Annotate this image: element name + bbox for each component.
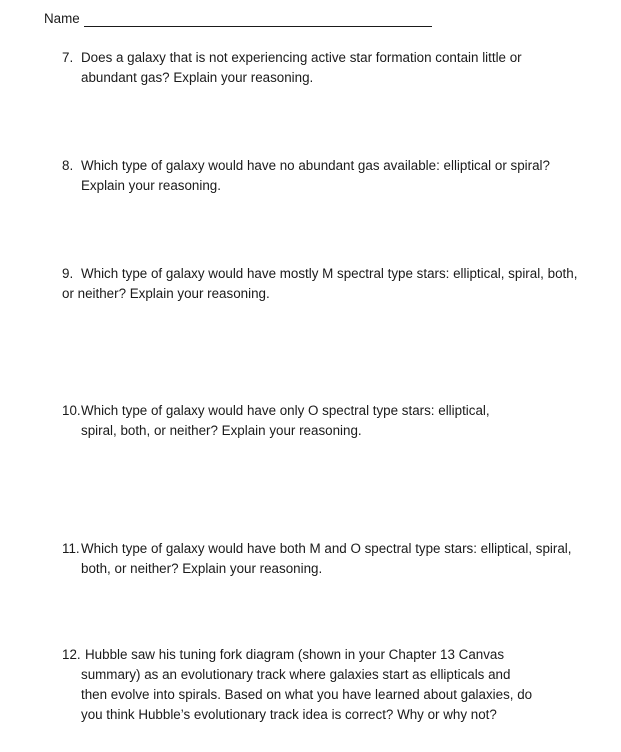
question-number: 12.	[62, 647, 81, 662]
question-10	[62, 401, 490, 441]
question-8	[62, 156, 550, 196]
question-text-line: Which type of galaxy would have no abundant gas available: elliptical or spiral?	[81, 158, 550, 173]
name-label: Name	[44, 11, 80, 26]
question-text-line: Hubble saw his tuning fork diagram (shown in your Chapter 13 Canvas	[85, 647, 505, 662]
question-number: 7.	[62, 50, 74, 65]
question-text-line: or neither? Explain your reasoning.	[62, 286, 270, 301]
question-text-line: spiral, both, or neither? Explain your reasoning.	[81, 423, 362, 438]
question-text-line: Which type of galaxy would have both M and O spectral type stars: elliptical, spiral,	[81, 541, 572, 556]
question-number: 10.	[62, 403, 81, 418]
question-text-line: Explain your reasoning.	[81, 178, 221, 193]
question-text-line: abundant gas? Explain your reasoning.	[81, 70, 314, 85]
question-text-line: Which type of galaxy would have only O spectral type stars: elliptical,	[81, 403, 490, 418]
question-11	[62, 539, 571, 579]
name-row	[44, 11, 432, 27]
question-7	[62, 48, 522, 88]
question-text-line: you think Hubble’s evolutionary track idea is correct? Why or why not?	[81, 707, 497, 722]
question-text-line: Does a galaxy that is not experiencing active star formation contain little or	[81, 50, 522, 65]
question-9	[62, 264, 577, 304]
question-text-line: summary) as an evolutionary track where galaxies start as ellipticals and	[81, 667, 511, 682]
question-text-line: Which type of galaxy would have mostly M spectral type stars: elliptical, spiral, both,	[81, 266, 578, 281]
question-number: 8.	[62, 158, 74, 173]
question-text-line: both, or neither? Explain your reasoning.	[81, 561, 323, 576]
question-12	[62, 645, 532, 725]
question-number: 11.	[62, 541, 80, 556]
question-text-line: then evolve into spirals. Based on what you have learned about galaxies, do	[81, 687, 533, 702]
question-number: 9.	[62, 266, 74, 281]
name-blank-line	[84, 12, 432, 27]
